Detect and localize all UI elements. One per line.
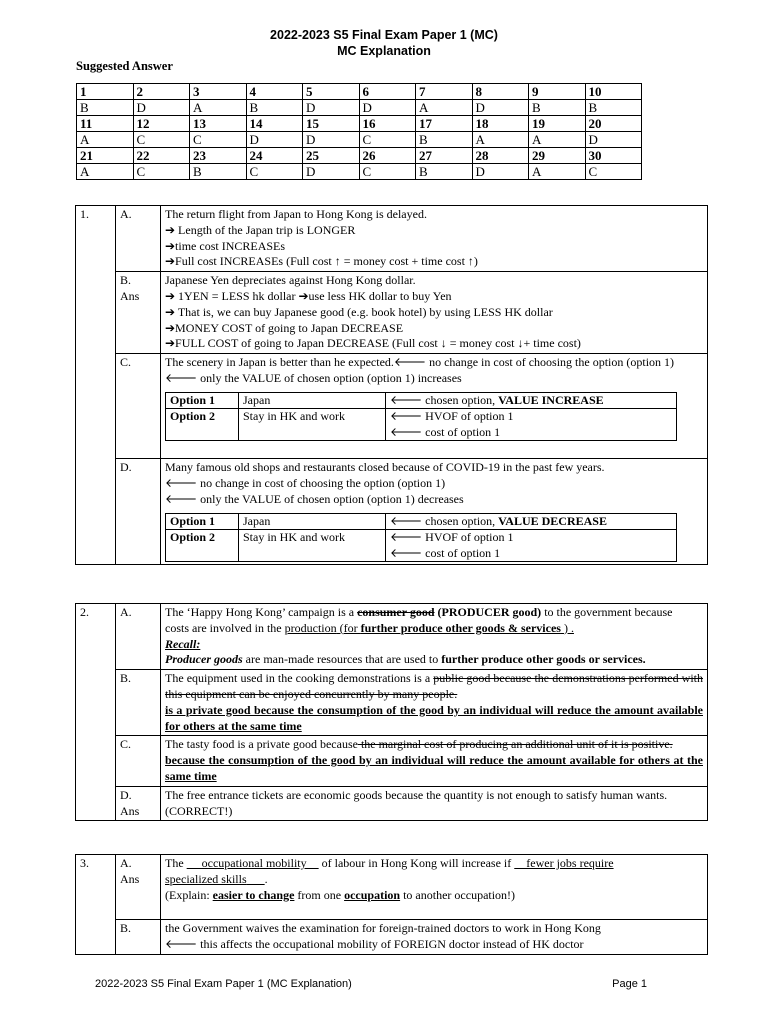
answer-cell: C	[585, 164, 642, 180]
answer-marker: Ans	[120, 803, 140, 818]
question-number-cell: 9	[529, 84, 586, 100]
answer-cell: B	[416, 132, 473, 148]
option-value-table: Option 1 Japan 🡐 chosen option, VALUE DECREASE Option 2 Stay in HK and work 🡐 HVOF of option 1 🡐 cost of option 1	[165, 513, 677, 563]
suggested-answer-heading: Suggested Answer	[76, 59, 173, 73]
question-number-cell: 18	[472, 116, 529, 132]
question-number-cell: 3	[190, 84, 247, 100]
question-number-cell: 22	[133, 148, 190, 164]
question-number-cell: 17	[416, 116, 473, 132]
answer-marker: Ans	[120, 288, 140, 303]
question-number-cell: 8	[472, 84, 529, 100]
answer-cell: D	[133, 100, 190, 116]
option-explanation: Many famous old shops and restaurants closed because of COVID-19 in the past few years. 🡐 no change in cost of choosing the option (option 1) 🡐 only the VALUE of chosen option (option 1) decreases Option 1 Japan 🡐 chosen option, VALUE DECREASE Option 2 Stay in HK and work 🡐 HVOF of option 1 🡐 cost of option 1	[161, 459, 708, 565]
option-explanation: the Government waives the examination for foreign-trained doctors to work in Hong Kong 🡐 this affects the occupational mobility of FOREIGN doctor instead of HK doctor	[161, 920, 708, 955]
answer-cell: D	[472, 164, 529, 180]
option-explanation: The free entrance tickets are economic goods because the quantity is not enough to satisfy human wants. (CORRECT!)	[161, 786, 708, 821]
question-number-cell: 13	[190, 116, 247, 132]
question-number-cell: 11	[77, 116, 134, 132]
option-label: B. Ans	[116, 272, 161, 354]
answer-cell: C	[359, 164, 416, 180]
answer-cell: B	[529, 100, 586, 116]
option-explanation: Japanese Yen depreciates against Hong Kong dollar. ➔ 1YEN = LESS hk dollar ➔use less HK dollar to buy Yen ➔ That is, we can buy Japanese good (e.g. book hotel) by using LESS HK dollar ➔MONEY COST of going to Japan DECREASE ➔FULL COST of going to Japan DECREASE (Full cost ↓ = money cost ↓+ time cost)	[161, 272, 708, 354]
answer-cell: C	[246, 164, 303, 180]
answer-cell: D	[303, 164, 360, 180]
option-label: A.	[116, 206, 161, 272]
answer-cell: D	[303, 100, 360, 116]
option-label: A.	[116, 604, 161, 670]
question-number: 1.	[76, 206, 116, 565]
q1-option-d	[76, 459, 708, 565]
answer-cell: B	[190, 164, 247, 180]
question-number-cell: 14	[246, 116, 303, 132]
question-number-cell: 1	[77, 84, 134, 100]
question-number-cell: 2	[133, 84, 190, 100]
question-number: 2.	[76, 604, 116, 821]
question-number-cell: 19	[529, 116, 586, 132]
question-number: 3.	[76, 855, 116, 955]
answer-number-row	[77, 148, 642, 164]
answer-cell: D	[472, 100, 529, 116]
answer-cell: A	[529, 132, 586, 148]
answer-value-row	[77, 100, 642, 116]
answer-cell: B	[416, 164, 473, 180]
q3-option-b	[76, 920, 708, 955]
page-number: Page 1	[612, 978, 647, 990]
answer-cell: B	[246, 100, 303, 116]
question-number-cell: 30	[585, 148, 642, 164]
q1-option-a	[76, 206, 708, 272]
option-explanation: The tasty food is a private good because the marginal cost of producing an additional unit of it is positive. because the consumption of the good by an individual will reduce the amount available for others at the same time	[161, 736, 708, 786]
q1-option-b	[76, 272, 708, 354]
answer-number-row	[77, 84, 642, 100]
answer-cell: A	[77, 132, 134, 148]
question-1-table	[75, 205, 708, 565]
answer-cell: C	[359, 132, 416, 148]
answer-cell: A	[416, 100, 473, 116]
answer-cell: A	[472, 132, 529, 148]
question-number-cell: 23	[190, 148, 247, 164]
answer-cell: A	[190, 100, 247, 116]
question-number-cell: 16	[359, 116, 416, 132]
q1-option-c	[76, 354, 708, 459]
answer-value-row	[77, 164, 642, 180]
question-number-cell: 5	[303, 84, 360, 100]
answer-value-row	[77, 132, 642, 148]
answer-cell: C	[190, 132, 247, 148]
option-label: A. Ans	[116, 855, 161, 920]
page-title: 2022-2023 S5 Final Exam Paper 1 (MC)	[270, 28, 498, 42]
question-number-cell: 6	[359, 84, 416, 100]
question-3-table	[75, 854, 708, 955]
question-number-cell: 21	[77, 148, 134, 164]
option-label: C.	[116, 354, 161, 459]
q2-option-d	[76, 786, 708, 821]
question-number-cell: 12	[133, 116, 190, 132]
option-label: B.	[116, 920, 161, 955]
answer-cell: D	[359, 100, 416, 116]
option-label: D. Ans	[116, 786, 161, 821]
option-explanation: The ‘Happy Hong Kong’ campaign is a consumer good (PRODUCER good) to the government because costs are involved in the production (for further produce other goods & services ) . Recall: Producer goods are man-made resources that are used to further produce other goods or services.	[161, 604, 708, 670]
question-number-cell: 25	[303, 148, 360, 164]
question-number-cell: 26	[359, 148, 416, 164]
answer-marker: Ans	[120, 871, 140, 886]
question-number-cell: 20	[585, 116, 642, 132]
answer-cell: B	[585, 100, 642, 116]
q2-option-b	[76, 670, 708, 736]
answer-cell: D	[246, 132, 303, 148]
question-number-cell: 24	[246, 148, 303, 164]
q2-option-c	[76, 736, 708, 786]
page-subtitle: MC Explanation	[337, 44, 431, 58]
page-footer	[95, 978, 647, 990]
question-number-cell: 4	[246, 84, 303, 100]
q2-option-a	[76, 604, 708, 670]
answer-cell: C	[133, 164, 190, 180]
answer-cell: B	[77, 100, 134, 116]
answer-cell: C	[133, 132, 190, 148]
option-label: B.	[116, 670, 161, 736]
question-number-cell: 15	[303, 116, 360, 132]
answer-table	[76, 83, 642, 180]
answer-cell: D	[303, 132, 360, 148]
footer-title: 2022-2023 S5 Final Exam Paper 1 (MC Explanation)	[95, 978, 352, 990]
option-explanation: The equipment used in the cooking demonstrations is a public good because the demonstrations performed with this equipment can be enjoyed concurrently by many people. is a private good because the consumption of the good by an individual will reduce the amount available for others at the same time	[161, 670, 708, 736]
question-2-table	[75, 603, 708, 821]
question-number-cell: 10	[585, 84, 642, 100]
option-explanation: The occupational mobility of labour in Hong Kong will increase if fewer jobs require specialized skills . (Explain: easier to change from one occupation to another occupation!)	[161, 855, 708, 920]
option-label: D.	[116, 459, 161, 565]
option-explanation: The scenery in Japan is better than he expected.🡐 no change in cost of choosing the option (option 1) 🡐 only the VALUE of chosen option (option 1) increases Option 1 Japan 🡐 chosen option, VALUE INCREASE Option 2 Stay in HK and work 🡐 HVOF of option 1 🡐 cost of option 1	[161, 354, 708, 459]
question-number-cell: 7	[416, 84, 473, 100]
question-number-cell: 28	[472, 148, 529, 164]
question-number-cell: 27	[416, 148, 473, 164]
option-label: C.	[116, 736, 161, 786]
answer-cell: A	[529, 164, 586, 180]
answer-number-row	[77, 116, 642, 132]
answer-cell: A	[77, 164, 134, 180]
option-cost-table: Option 1 Japan 🡐 chosen option, VALUE INCREASE Option 2 Stay in HK and work 🡐 HVOF of option 1 🡐 cost of option 1	[165, 392, 677, 442]
question-number-cell: 29	[529, 148, 586, 164]
option-explanation: The return flight from Japan to Hong Kong is delayed. ➔ Length of the Japan trip is LONGER ➔time cost INCREASEs ➔Full cost INCREASEs (Full cost ↑ = money cost + time cost ↑)	[161, 206, 708, 272]
answer-cell: D	[585, 132, 642, 148]
q3-option-a	[76, 855, 708, 920]
